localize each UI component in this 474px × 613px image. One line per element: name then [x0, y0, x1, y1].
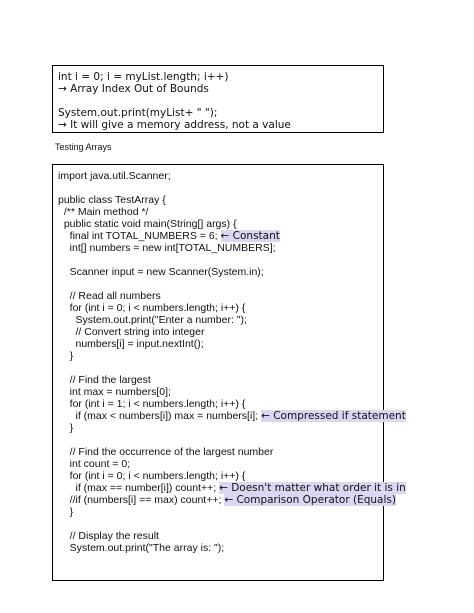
code-line: Scanner input = new Scanner(System.in);	[58, 266, 264, 278]
note-line-4: System.out.print(myList+ " ");	[58, 107, 218, 119]
annotation-compressed-if: ← Compressed if statement	[261, 410, 406, 422]
code-line: System.out.print("The array is: ");	[58, 542, 225, 554]
code-line: System.out.print("Enter a number: ");	[58, 314, 247, 326]
code-line: // Find the occurrence of the largest number	[58, 446, 274, 458]
code-line: public static void main(String[] args) {	[58, 218, 237, 230]
code-line: for (int i = 0; i < numbers.length; i++) {	[58, 470, 246, 482]
code-text: //if (numbers[i] == max) count++;	[58, 494, 222, 506]
note-line-5: → It will give a memory address, not a value	[58, 119, 291, 131]
code-line-compressed-if	[58, 410, 406, 422]
code-line: int max = numbers[0];	[58, 386, 171, 398]
code-line: /** Main method */	[58, 206, 149, 218]
code-line: // Find the largest	[58, 374, 151, 386]
code-line: }	[58, 350, 74, 362]
code-line: // Read all numbers	[58, 290, 161, 302]
note-line-1: int i = 0; i = myList.length; i++)	[58, 71, 229, 83]
code-line: for (int i = 1; i < numbers.length; i++) {	[58, 398, 246, 410]
section-label: Testing Arrays	[55, 142, 112, 152]
code-text: if (max < numbers[i]) max = numbers[i];	[58, 410, 259, 422]
code-line-constant	[58, 230, 280, 242]
code-line: int[] numbers = new int[TOTAL_NUMBERS];	[58, 242, 276, 254]
code-line-comparison	[58, 494, 396, 506]
code-line: }	[58, 506, 74, 518]
code-text: final int TOTAL_NUMBERS = 6;	[58, 230, 218, 242]
annotation-comparison: ← Comparison Operator (Equals)	[224, 494, 396, 506]
code-line: int count = 0;	[58, 458, 131, 470]
notes-box	[52, 65, 384, 133]
code-line: }	[58, 422, 74, 434]
note-line-2: → Array Index Out of Bounds	[58, 83, 209, 95]
code-line: numbers[i] = input.nextInt();	[58, 338, 204, 350]
code-line: // Convert string into integer	[58, 326, 205, 338]
code-line: for (int i = 0; i < numbers.length; i++) {	[58, 302, 246, 314]
code-line-order	[58, 482, 406, 494]
code-text: if (max == number[i]) count++;	[58, 482, 217, 494]
code-box	[52, 164, 406, 581]
code-line: public class TestArray {	[58, 194, 166, 206]
code-line: import java.util.Scanner;	[58, 170, 171, 182]
annotation-order: ← Doesn't matter what order it is in	[219, 482, 406, 494]
code-line: // Display the result	[58, 530, 159, 542]
annotation-constant: ← Constant	[220, 230, 280, 242]
